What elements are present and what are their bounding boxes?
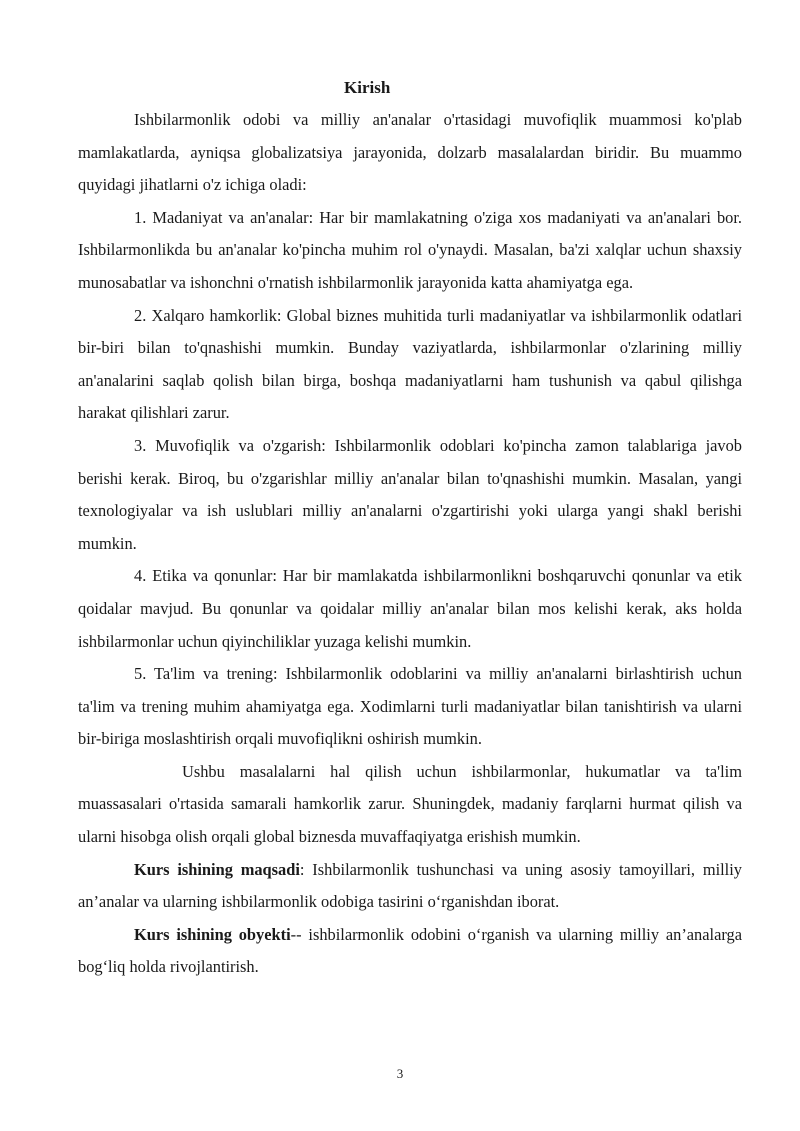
page-content <box>78 76 742 984</box>
goal-paragraph <box>78 854 742 919</box>
page-number: 3 <box>396 1066 404 1081</box>
point-ethics-laws: 4. Etika va qonunlar: Har bir mamlakatda ishbilarmonlikni boshqaruvchi qonunlar va etik qoidalar mavjud. Bu qonunlar va qoidalar milliy an'analar bilan mos kelishi kerak, aks holda ishbilarmonlar uchun qiyinchiliklar yuzaga kelishi mumkin. <box>78 566 742 651</box>
goal-label: Kurs ishining maqsadi <box>134 859 300 879</box>
point-culture-traditions: 1. Madaniyat va an'analar: Har bir mamlakatning o'ziga xos madaniyati va an'analari bor. Ishbilarmonlikda bu an'analar ko'pincha muhim rol o'ynaydi. Masalan, ba'zi xalqlar uchun shaxsiy munosabatlar va ishonchni o'rnatish ishbilarmonlik jarayonida katta ahamiyatga ega. <box>78 207 742 292</box>
conclusion-paragraph: Ushbu masalalarni hal qilish uchun ishbilarmonlar, hukumatlar va ta'lim muassasalari o'rtasida samarali hamkorlik zarur. Shuningdek, madaniy farqlarni hurmat qilish va ularni hisobga olish orqali global biznesda muvaffaqiyatga erishish mumkin. <box>78 761 742 847</box>
object-paragraph <box>78 919 742 984</box>
object-text: -- ishbilarmonlik odobini o‘rganish va ularning milliy an’analarga bog‘liq holda rivojlantirish. <box>78 924 742 977</box>
point-education-training: 5. Ta'lim va trening: Ishbilarmonlik odoblarini va milliy an'analarni birlashtirish uchun ta'lim va trening muhim ahamiyatga ega. Xodimlarni turli madaniyatlar bilan tanishtirish va ularni bir-biriga moslashtirish orqali muvofiqlikni oshirish mumkin. <box>78 664 742 749</box>
goal-text: : Ishbilarmonlik tushunchasi va uning asosiy tamoyillari, milliy an’analar va ularning ishbilarmonlik odobiga tasirini o‘rganishdan iborat. <box>78 859 742 912</box>
object-label: Kurs ishining obyekti <box>134 924 291 944</box>
intro-paragraph: Ishbilarmonlik odobi va milliy an'analar o'rtasidagi muvofiqlik muammosi ko'plab mamlakatlarda, ayniqsa globalizatsiya jarayonida, dolzarb masalalardan biridir. Bu muammo quyidagi jihatlarni o'z ichiga oladi: <box>78 110 742 195</box>
point-international-cooperation: 2. Xalqaro hamkorlik: Global biznes muhitida turli madaniyatlar va ishbilarmonlik odatlari bir-biri bilan to'qnashishi mumkin. Bunday vaziyatlarda, ishbilarmonlar o'zlarining milliy an'analarini saqlab qolish bilan birga, boshqa madaniyatlarni ham tushunish va qabul qilishga harakat qilishlari zarur. <box>78 305 742 423</box>
section-title: Kirish <box>344 78 391 97</box>
point-compatibility-change: 3. Muvofiqlik va o'zgarish: Ishbilarmonlik odoblari ko'pincha zamon talablariga javob berishi kerak. Biroq, bu o'zgarishlar milliy an'analar bilan to'qnashishi mumkin. Masalan, yangi texnologiyalar va ish uslublari milliy an'analarni o'zgartirishi yoki ularga yangi shakl berishi mumkin. <box>78 435 742 553</box>
